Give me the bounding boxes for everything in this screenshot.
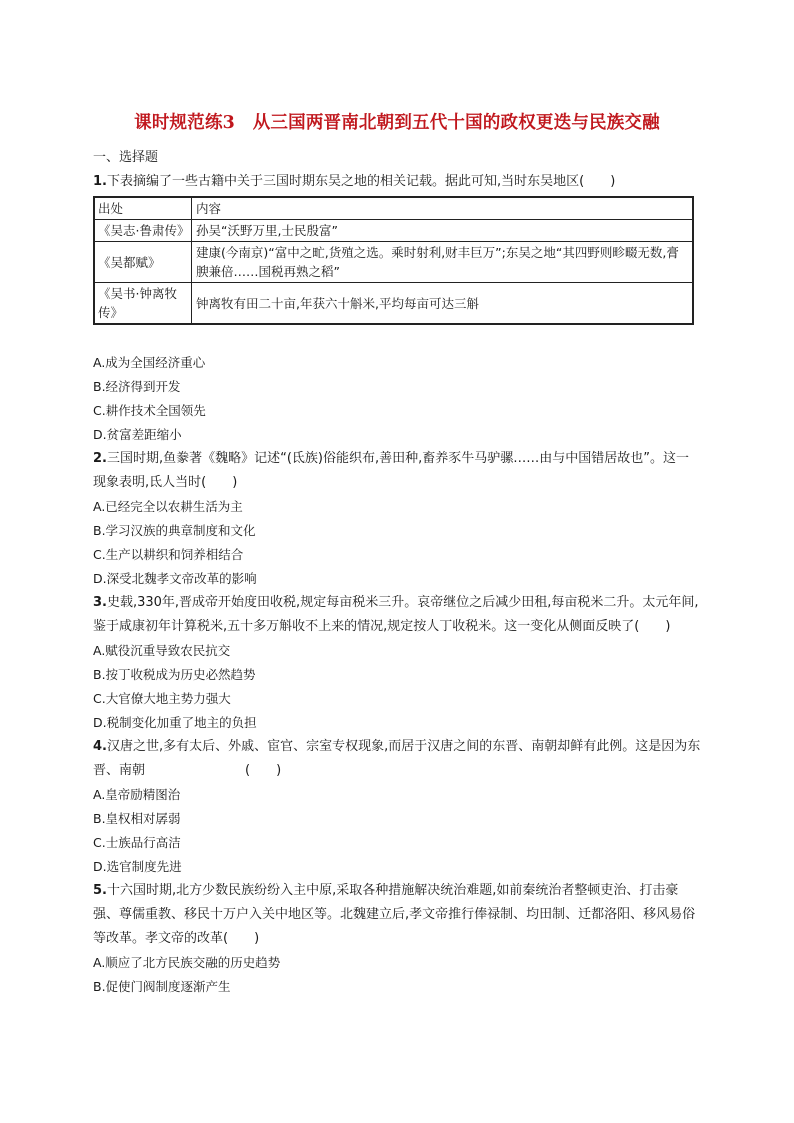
option-d[interactable]: D.深受北魏孝文帝改革的影响 xyxy=(93,571,257,586)
table-header-row xyxy=(94,197,693,220)
question-number: 3. xyxy=(93,595,107,610)
option-c[interactable]: C.耕作技术全国领先 xyxy=(93,403,206,418)
question-5 xyxy=(93,879,701,951)
option-a[interactable]: A.赋役沉重导致农民抗交 xyxy=(93,643,231,658)
question-4 xyxy=(93,735,701,783)
option-d[interactable]: D.税制变化加重了地主的负担 xyxy=(93,715,257,730)
table-header-content: 内容 xyxy=(192,197,694,220)
option-b[interactable]: B.经济得到开发 xyxy=(93,379,181,394)
option-b[interactable]: B.学习汉族的典章制度和文化 xyxy=(93,523,256,538)
question-number: 4. xyxy=(93,739,107,754)
option-c[interactable]: C.生产以耕织和饲养相结合 xyxy=(93,547,244,562)
table-cell-content: 钟离牧有田二十亩,年获六十斛米,平均每亩可达三斛 xyxy=(192,283,694,325)
document-body xyxy=(93,146,701,999)
question-text: 下表摘编了一些古籍中关于三国时期东吴之地的相关记载。据此可知,当时东吴地区( ) xyxy=(106,174,616,189)
question-text: 三国时期,鱼豢著《魏略》记述“(氐族)俗能织布,善田种,畜养豕牛马驴骡……由与中国错居故也”。这一现象表明,氐人当时( ) xyxy=(93,451,689,490)
option-a[interactable]: A.成为全国经济重心 xyxy=(93,355,206,370)
option-a[interactable]: A.顺应了北方民族交融的历史趋势 xyxy=(93,955,281,970)
option-d[interactable]: D.贫富差距缩小 xyxy=(93,427,182,442)
question-3 xyxy=(93,591,701,639)
table-cell-source: 《吴都赋》 xyxy=(94,242,192,283)
answer-parentheses: ( ) xyxy=(245,763,282,778)
table-cell-content: 建康(今南京)“富中之甿,货殖之选。乘时射利,财丰巨万”;东吴之地“其四野则畛畷无数,膏腴兼倍……国税再熟之稻” xyxy=(192,242,694,283)
question-number: 1. xyxy=(93,174,107,189)
question-text: 十六国时期,北方少数民族纷纷入主中原,采取各种措施解决统治难题,如前秦统治者整顿吏治、打击豪强、尊儒重教、移民十万户入关中地区等。北魏建立后,孝文帝推行俸禄制、均田制、迁都洛阳、移风易俗等改革。孝文帝的改革( ) xyxy=(93,883,696,946)
option-b[interactable]: B.促使门阀制度逐渐产生 xyxy=(93,979,231,994)
table-row xyxy=(94,220,693,242)
option-a[interactable]: A.已经完全以农耕生活为主 xyxy=(93,499,243,514)
option-c[interactable]: C.大官僚大地主势力强大 xyxy=(93,691,231,706)
option-b[interactable]: B.皇权相对孱弱 xyxy=(93,811,181,826)
table-cell-source: 《吴志·鲁肃传》 xyxy=(94,220,192,242)
option-d[interactable]: D.选官制度先进 xyxy=(93,859,182,874)
option-a[interactable]: A.皇帝励精图治 xyxy=(93,787,181,802)
table-header-source: 出处 xyxy=(94,197,192,220)
page-title: 课时规范练3 从三国两晋南北朝到五代十国的政权更迭与民族交融 xyxy=(134,113,660,133)
question-2 xyxy=(93,447,701,495)
section-heading: 一、选择题 xyxy=(93,150,159,165)
table-cell-source: 《吴书·钟离牧传》 xyxy=(94,283,192,325)
question-text: 史载,330年,晋成帝开始度田收税,规定每亩税米三升。哀帝继位之后减少田租,每亩税米二升。太元年间,鉴于咸康初年计算税米,五十多万斛收不上来的情况,规定按人丁收税米。这一变化从侧面反映了( ) xyxy=(93,595,699,634)
question-number: 5. xyxy=(93,883,107,898)
question-1 xyxy=(93,170,701,194)
option-b[interactable]: B.按丁收税成为历史必然趋势 xyxy=(93,667,256,682)
table-row xyxy=(94,242,693,283)
source-table xyxy=(93,196,694,325)
option-c[interactable]: C.士族品行高洁 xyxy=(93,835,181,850)
table-row xyxy=(94,283,693,325)
question-number: 2. xyxy=(93,451,107,466)
question-text: 汉唐之世,多有太后、外戚、宦官、宗室专权现象,而居于汉唐之间的东晋、南朝却鲜有此例。这是因为东晋、南朝 xyxy=(93,739,701,778)
table-cell-content: 孙吴“沃野万里,士民殷富” xyxy=(192,220,694,242)
